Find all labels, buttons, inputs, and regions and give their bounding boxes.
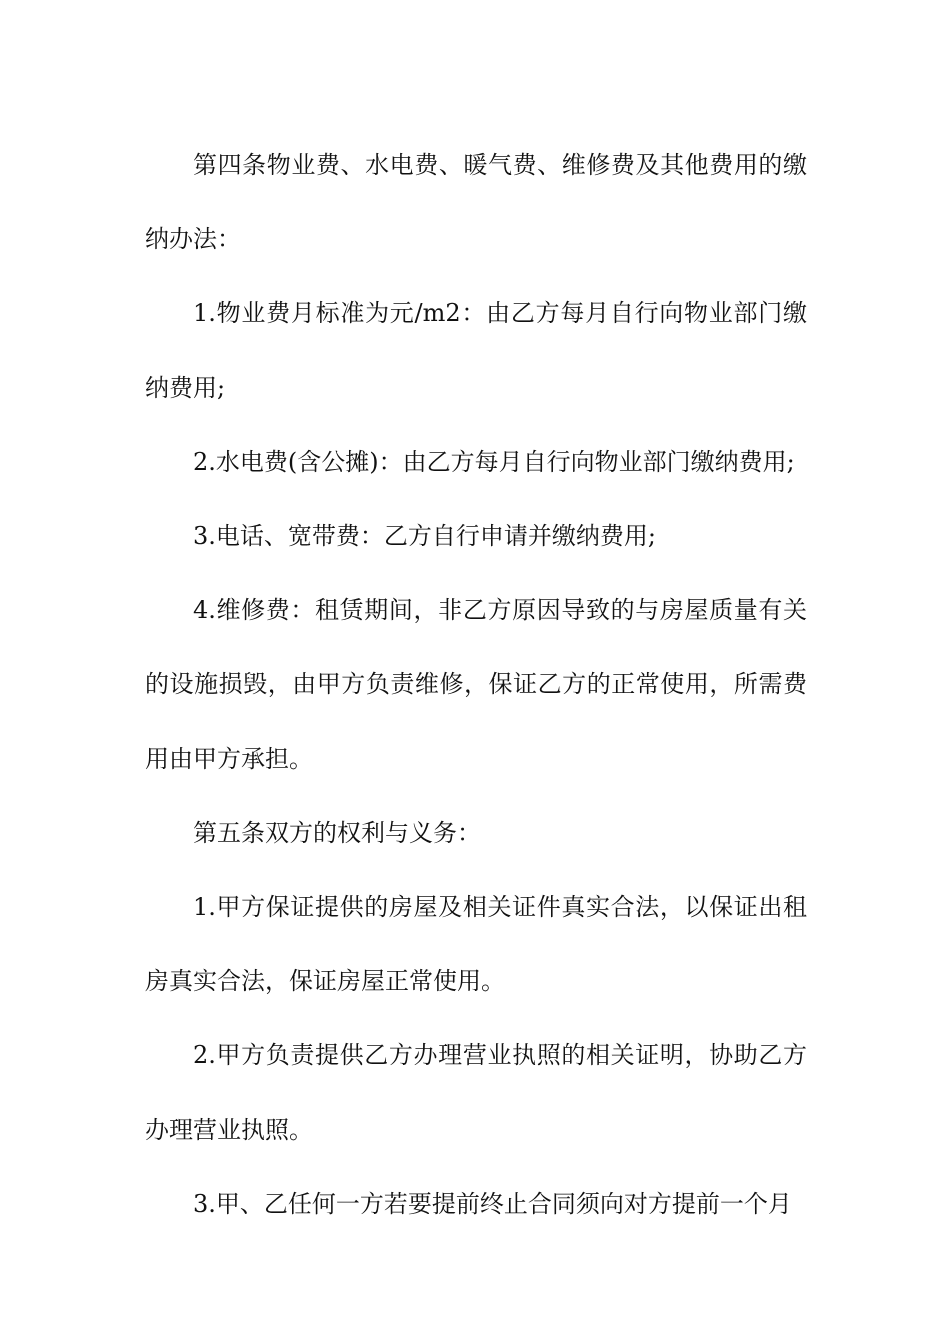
paragraph-utility-fee: 2.水电费(含公摊)：由乙方每月自行向物业部门缴纳费用; [193,447,795,476]
paragraph-property-fee: 1.物业费月标准为元/m2：由乙方每月自行向物业部门缴纳费用; [145,299,807,402]
paragraph-phone-broadband-fee: 3.电话、宽带费：乙方自行申请并缴纳费用; [193,522,656,551]
paragraph-party-a-guarantee: 1.甲方保证提供的房屋及相关证件真实合法，以保证出租房真实合法，保证房屋正常使用。 [145,893,807,996]
paragraph-article-4-heading: 第四条物业费、水电费、暖气费、维修费及其他费用的缴纳办法： [145,151,807,254]
paragraph-article-5-heading: 第五条双方的权利与义务： [193,818,481,847]
paragraph-maintenance-fee: 4.维修费：租赁期间，非乙方原因导致的与房屋质量有关的设施损毁，由甲方负责维修，保证乙方的正常使用，所需费用由甲方承担。 [145,596,807,773]
paragraph-business-license: 2.甲方负责提供乙方办理营业执照的相关证明，协助乙方办理营业执照。 [145,1041,807,1144]
paragraph-early-termination: 3.甲、乙任何一方若要提前终止合同须向对方提前一个月 [193,1189,792,1218]
document-body [145,128,807,1241]
